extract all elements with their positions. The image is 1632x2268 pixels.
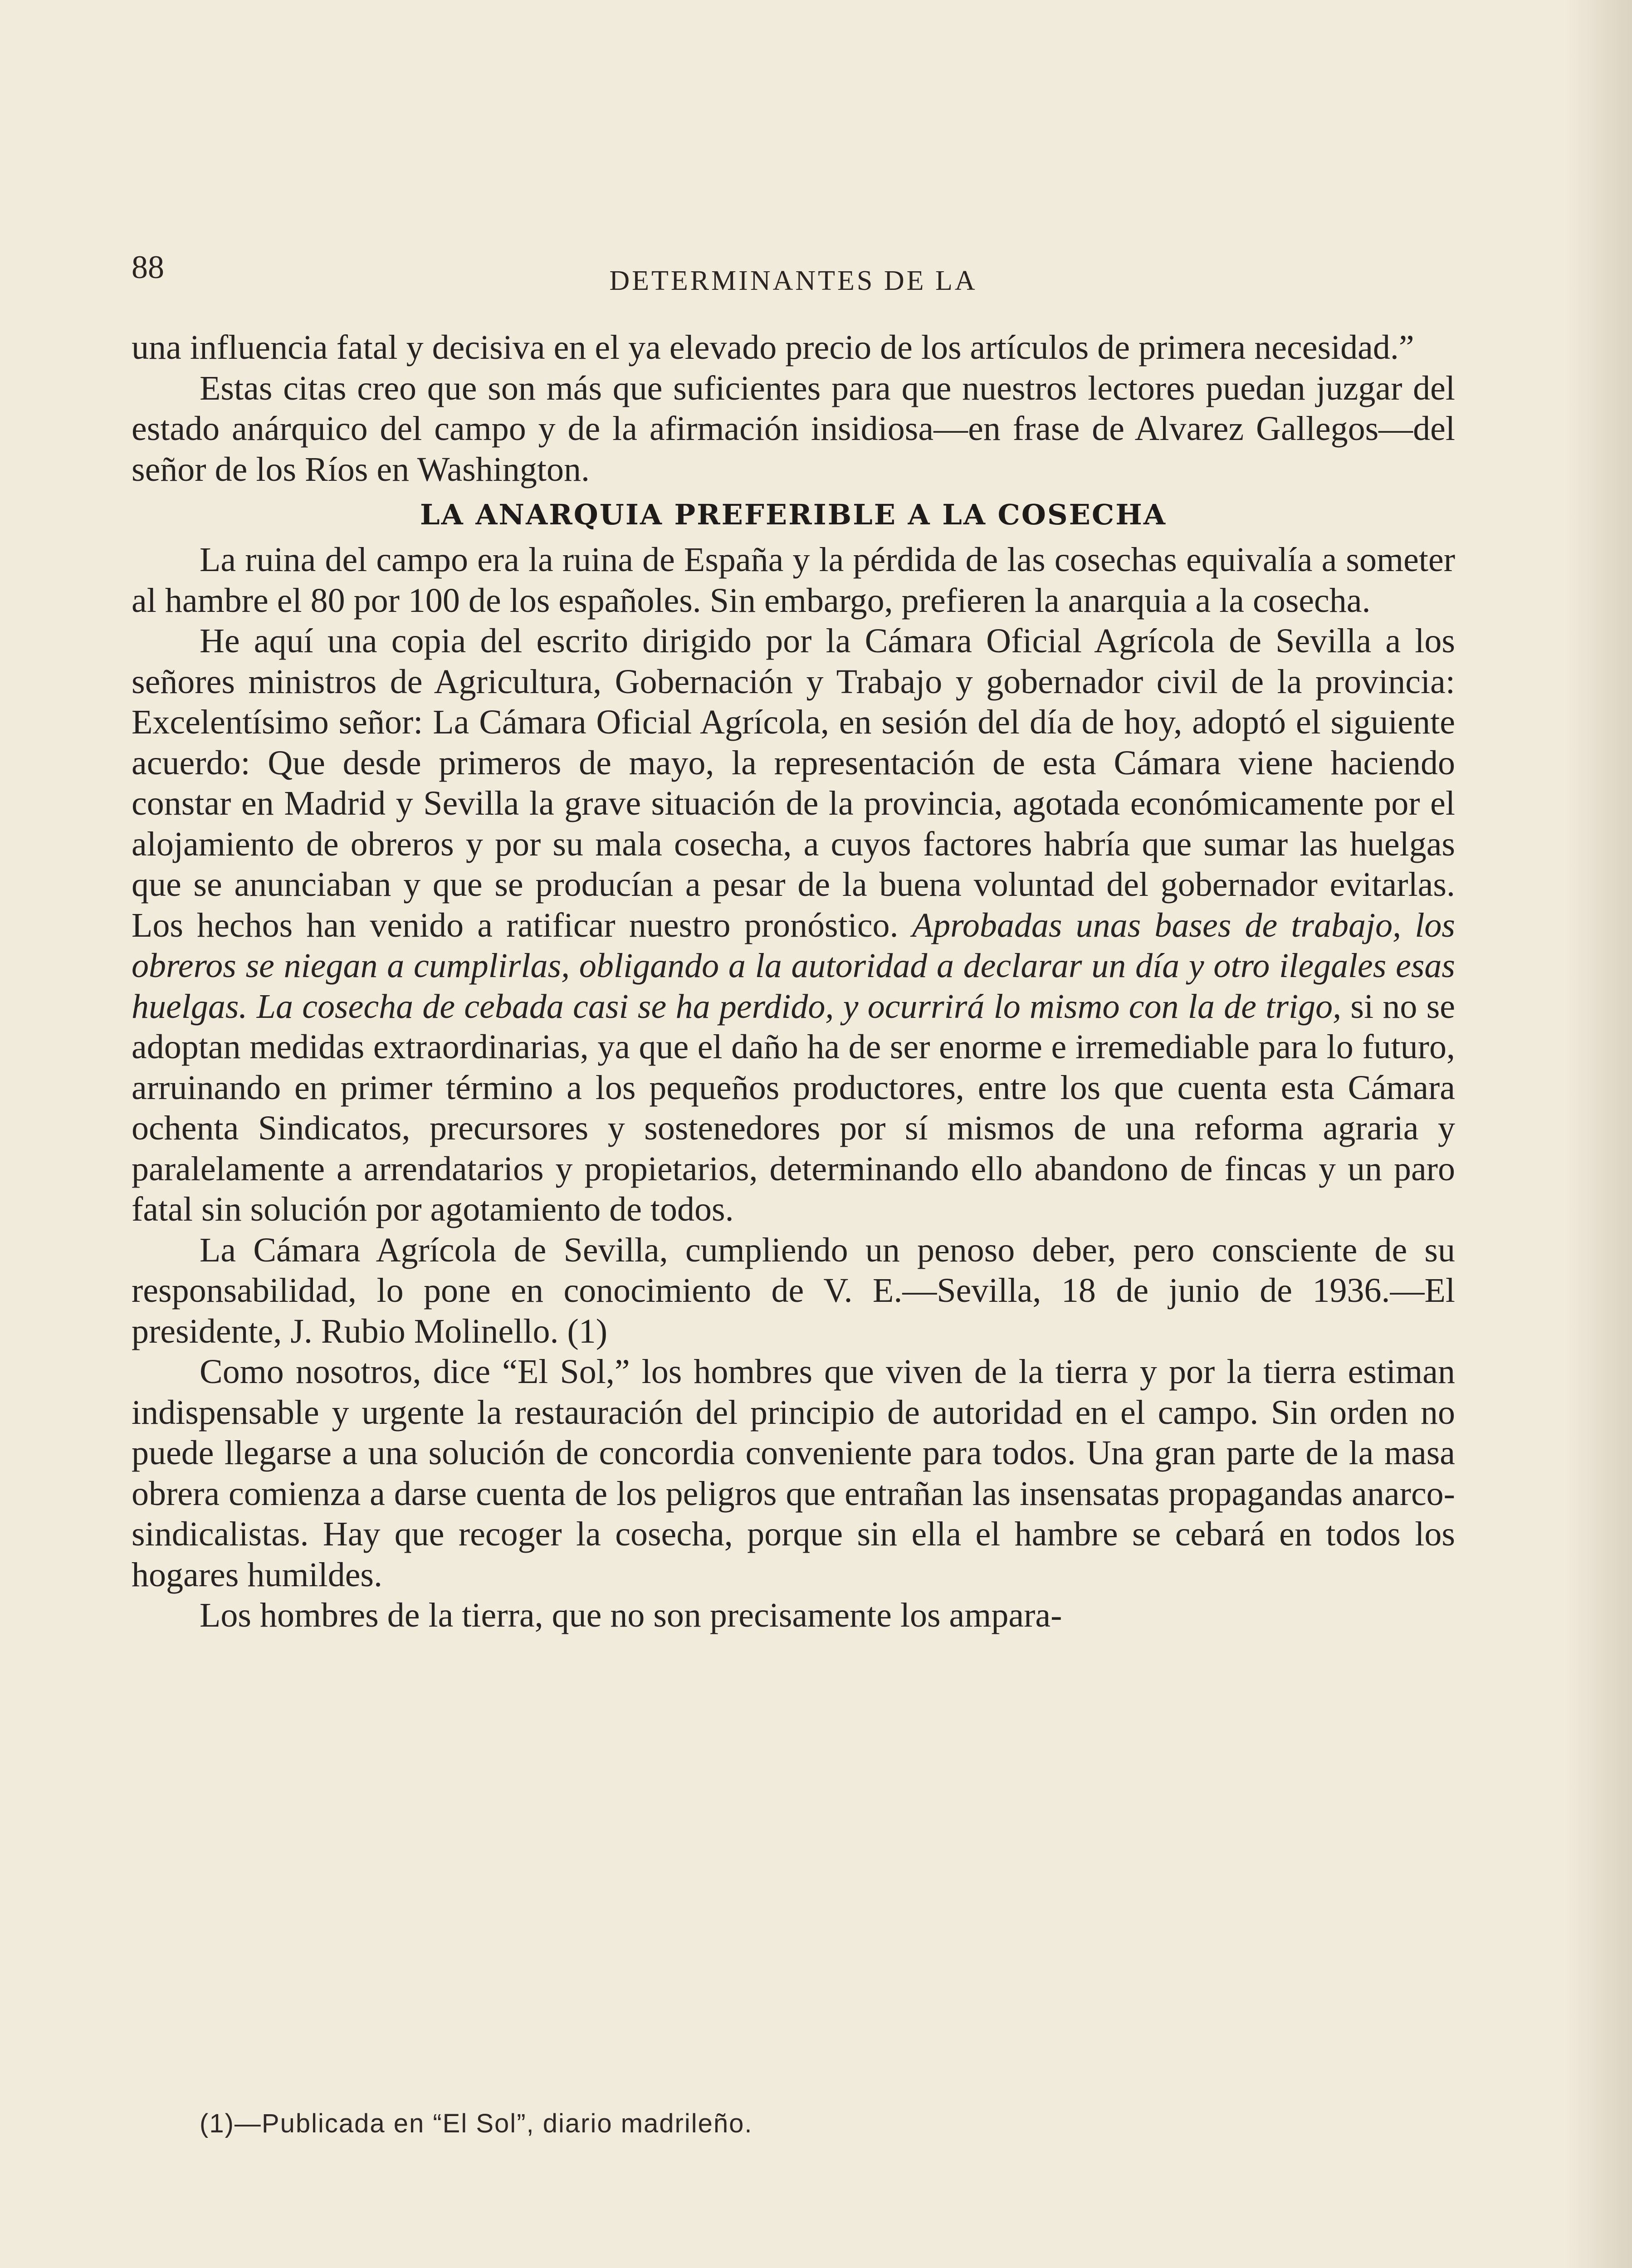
paragraph: Los hombres de la tierra, que no son precisamente los ampara- (200, 1596, 1062, 1634)
italic-passage: Aprobadas unas bases de trabajo, los obreros se niegan a cumplirlas, obligando a la autoridad a declarar un día y otro ilegales esas huelgas. La cosecha de cebada casi se ha perdido, y ocurrirá lo mismo con la de trigo, (132, 906, 1456, 1026)
page-header (132, 249, 1455, 303)
paragraph: una influencia fatal y decisiva en el ya elevado precio de los artículos de primera necesidad.” (132, 328, 1414, 367)
paragraph-text: si no se adoptan medidas extraordinarias, ya que el daño ha de ser enorme e irremediable para lo futuro, arruinando en primer término a los pequeños productores, entre los que cuenta esta Cámara ochenta Sindicatos, precursores y sostenedores por sí mismos de una reforma agraria y paralelamente a arrendatarios y propietarios, determinando ello abandono de fincas y un paro fatal sin solución por agotamiento de todos. (132, 987, 1455, 1228)
running-head: DETERMINANTES DE LA (609, 265, 977, 296)
paragraph: Como nosotros, dice “El Sol,” los hombres que viven de la tierra y por la tierra estiman indispensable y urgente la restauración del principio de autoridad en el campo. Sin orden no puede llegarse a una solución de concordia conveniente para todos. Una gran parte de la masa obrera comienza a darse cuenta de los peligros que entrañan las insensatas propagandas anarco-sindicalistas. Hay que recoger la cosecha, porque sin ella el hambre se cebará en todos los hogares humildes. (132, 1353, 1455, 1594)
footnote: (1)—Publicada en “El Sol”, diario madrileño. (200, 2109, 753, 2138)
paragraph: Estas citas creo que son más que suficientes para que nuestros lectores puedan juzgar del estado anárquico del campo y de la afirmación insidiosa—en frase de Alvarez Gallegos—del señor de los Ríos en Washington. (132, 369, 1455, 489)
paragraph: La ruina del campo era la ruina de España y la pérdida de las cosechas equivalía a someter al hambre el 80 por 100 de los españoles. Sin embargo, prefieren la anarquia a la cosecha. (132, 541, 1455, 620)
paragraph-text: He aquí una copia del escrito dirigido por la Cámara Oficial Agrícola de Sevilla a los señores ministros de Agricultura, Gobernación y Trabajo y gobernador civil de la provincia: Excelentísimo señor: La Cámara Oficial Agrícola, en sesión del día de hoy, adoptó el siguiente acuerdo: Que desde primeros de mayo, la representación de esta Cámara viene haciendo constar en Madrid y Sevilla la grave situación de la provincia, agotada económicamente por el alojamiento de obreros y por su mala cosecha, a cuyos factores habría que sumar las huelgas que se anunciaban y que se producían a pesar de la buena voluntad del gobernador evitarlas. Los hechos han venido a ratificar nuestro pronóstico. (132, 622, 1455, 944)
paragraph (132, 621, 1455, 1230)
section-heading: LA ANARQUIA PREFERIBLE A LA COSECHA (420, 498, 1167, 531)
page-number: 88 (132, 249, 164, 285)
paragraph: La Cámara Agrícola de Sevilla, cumpliendo un penoso deber, pero consciente de su responsabilidad, lo pone en conocimiento de V. E.—Sevilla, 18 de junio de 1936.—El presidente, J. Rubio Molinello. (1) (132, 1231, 1455, 1350)
body-text (132, 327, 1455, 1636)
